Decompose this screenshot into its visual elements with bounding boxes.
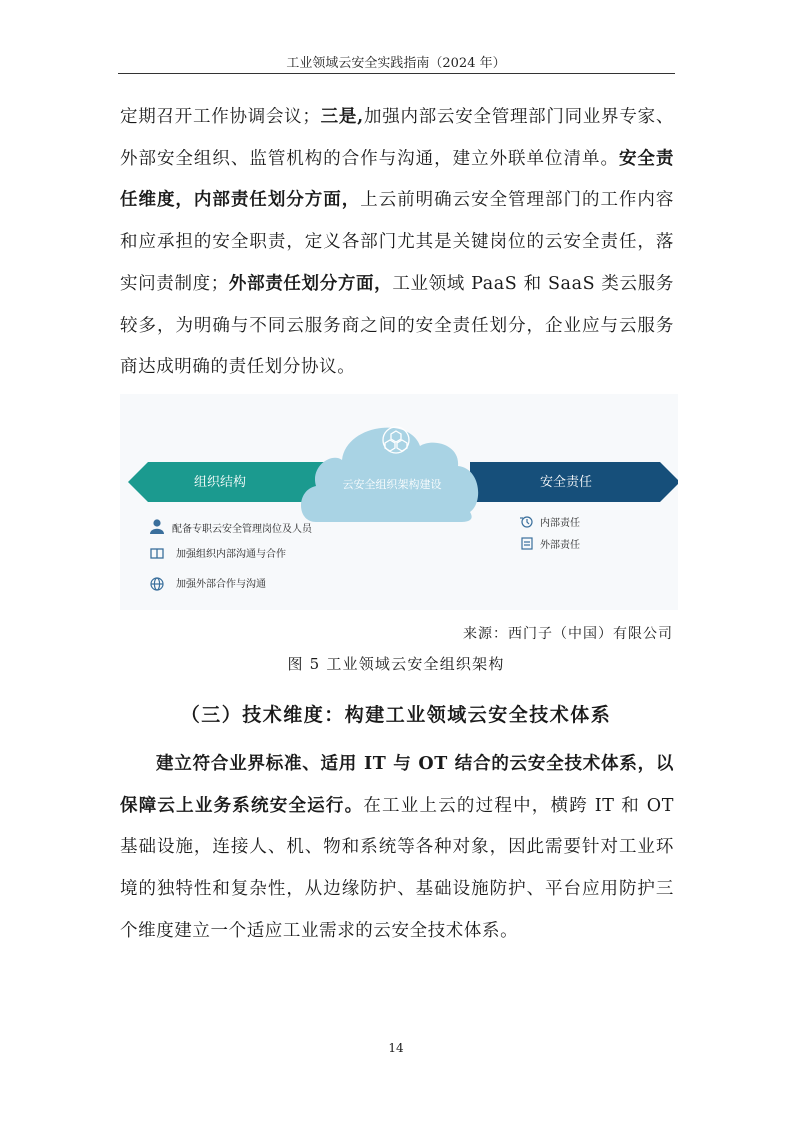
left-item-label: 配备专职云安全管理岗位及人员	[172, 524, 312, 535]
book-icon	[151, 549, 163, 558]
text-segment-bold: 安全责任维度，内部责任划分方面，	[120, 148, 674, 211]
right-banner-label: 安全责任	[539, 475, 593, 490]
text-segment: 在工业上云的过程中，横跨 IT 和 OT 基础设施，连接人、机、物和系统等各种对象，因此需要针对工业环境的独特性和复杂性，从边缘防护、基础设施防护、平台应用防护三个维度建立一个适应工业需求的云安全技术体系。	[120, 795, 674, 941]
section-title: （三）技术维度：构建工业领域云安全技术体系	[180, 704, 612, 726]
left-item-label: 加强组织内部沟通与合作	[176, 549, 286, 560]
page-header: 工业领域云安全实践指南（2024 年）	[286, 56, 506, 71]
text-segment-bold: 外部责任划分方面，	[228, 273, 393, 294]
right-item-label: 外部责任	[540, 540, 580, 551]
text-segment-bold: 建立符合业界标准、适用 IT 与 OT 结合的云安全技术体系，以保障云上业务系统安全运行。	[120, 754, 674, 816]
left-banner-label: 组织结构	[193, 475, 247, 490]
page-number: 14	[388, 1041, 404, 1055]
figure-diagram	[120, 394, 678, 610]
cloud-shape	[301, 428, 478, 522]
figure-caption: 图 5 工业领域云安全组织架构	[287, 655, 505, 673]
paragraph-responsibility	[120, 97, 674, 389]
text-segment: 定期召开工作协调会议；	[120, 107, 321, 127]
external-duty-icon	[522, 538, 532, 549]
org-architecture-figure	[120, 394, 678, 610]
figure-source: 来源：西门子（中国）有限公司	[463, 626, 673, 642]
text-segment: 工业领域 PaaS 和 SaaS 类云服务较多，为明确与不同云服务商之间的安全责任划分，企业应与云服务商达成明确的责任划分协议。	[120, 273, 674, 378]
text-segment: 加强内部云安全管理部门同业界专家、外部安全组织、监管机构的合作与沟通，建立外联单位清单。	[120, 107, 674, 169]
person-icon	[150, 519, 164, 534]
header-rule	[118, 73, 675, 74]
text-segment: 上云前明确云安全管理部门的工作内容和应承担的安全职责，定义各部门尤其是关键岗位的云安全责任，落实问责制度；	[120, 190, 674, 294]
left-item-label: 加强外部合作与沟通	[176, 579, 266, 590]
right-item-label: 内部责任	[540, 518, 580, 529]
cloud-label: 云安全组织架构建设	[342, 478, 442, 491]
text-segment-bold: 三是,	[320, 107, 364, 127]
internal-duty-icon	[520, 517, 532, 527]
globe-icon	[151, 578, 163, 590]
paragraph-technical	[120, 744, 674, 953]
